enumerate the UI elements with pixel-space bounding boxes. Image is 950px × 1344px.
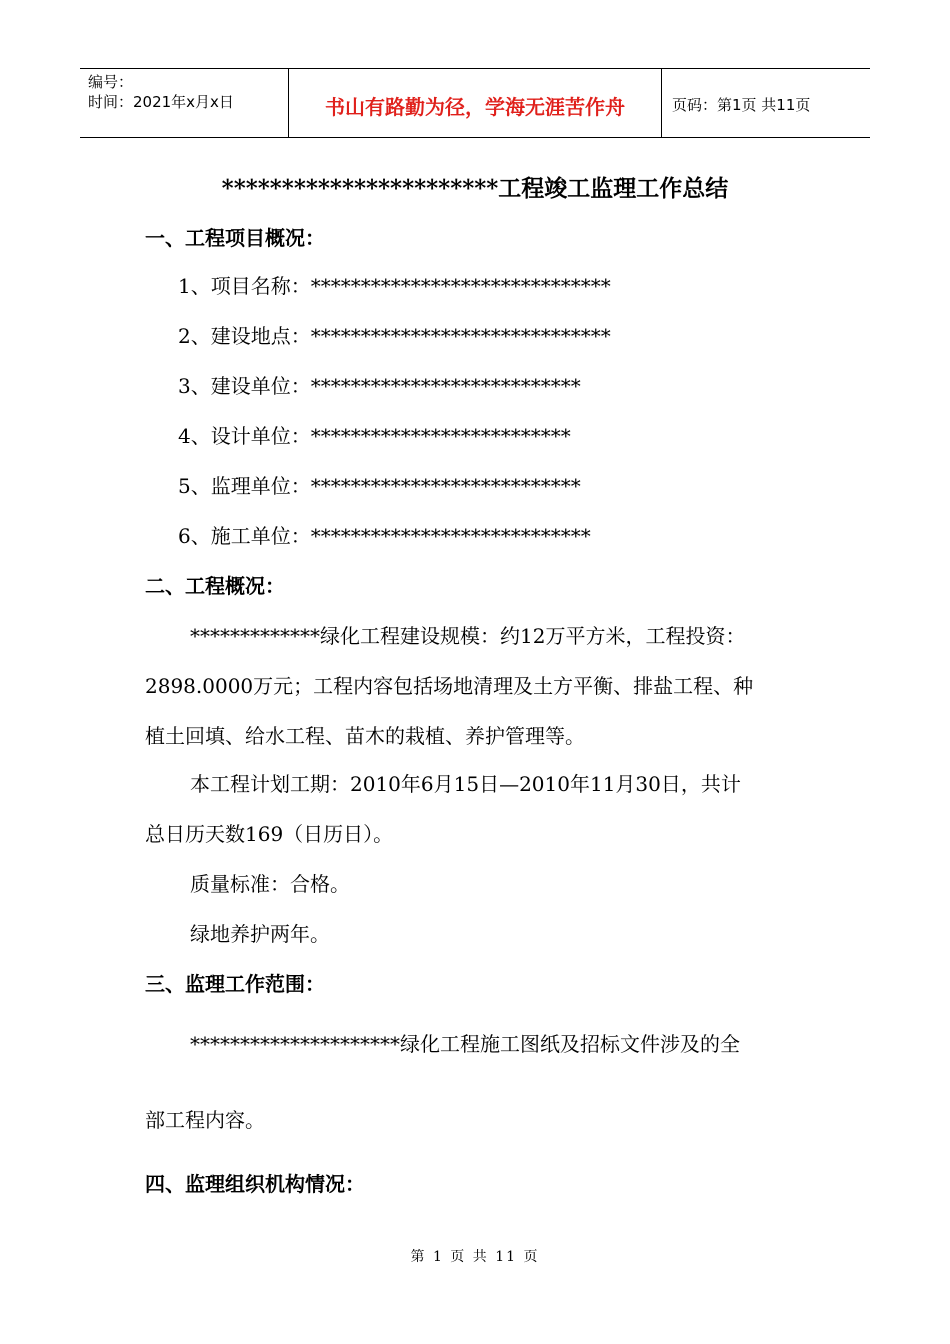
paragraph-line: 部工程内容。 bbox=[145, 1108, 265, 1132]
number-label: 编号： bbox=[88, 73, 134, 91]
paragraph-line: *************绿化工程建设规模：约12万平方米，工程投资： bbox=[190, 624, 746, 648]
list-item: 1、项目名称：****************************** bbox=[178, 274, 611, 298]
paragraph-line: 植土回填、给水工程、苗木的栽植、养护管理等。 bbox=[145, 724, 585, 748]
time-label: 时间：2021年x月x日 bbox=[88, 93, 234, 111]
paragraph-line: 总日历天数169（日历日）。 bbox=[145, 822, 394, 846]
list-item: 2、建设地点：****************************** bbox=[178, 324, 611, 348]
header-meta bbox=[80, 69, 289, 137]
page-header bbox=[80, 68, 870, 138]
document-title: ***********************工程竣工监理工作总结 bbox=[221, 175, 729, 202]
paragraph-line: 本工程计划工期：2010年6月15日—2010年11月30日，共计 bbox=[190, 772, 741, 796]
paragraph-line: 2898.0000万元；工程内容包括场地清理及土方平衡、排盐工程、种 bbox=[145, 674, 754, 698]
header-page-info: 页码：第1页 共11页 bbox=[672, 95, 811, 114]
section-heading-3: 三、监理工作范围： bbox=[145, 972, 325, 996]
list-item: 4、设计单位：************************** bbox=[178, 424, 571, 448]
list-item: 3、建设单位：*************************** bbox=[178, 374, 581, 398]
paragraph-line: 质量标准：合格。 bbox=[190, 872, 350, 896]
paragraph-line: *********************绿化工程施工图纸及招标文件涉及的全 bbox=[190, 1032, 740, 1056]
list-item: 6、施工单位：**************************** bbox=[178, 524, 591, 548]
section-heading-2: 二、工程概况： bbox=[145, 574, 285, 598]
section-heading-4: 四、监理组织机构情况： bbox=[145, 1172, 365, 1196]
list-item: 5、监理单位：*************************** bbox=[178, 474, 581, 498]
section-heading-1: 一、工程项目概况： bbox=[145, 226, 325, 250]
page-footer: 第 1 页 共 11 页 bbox=[410, 1249, 540, 1265]
header-motto: 书山有路勤为径，学海无涯苦作舟 bbox=[289, 69, 662, 137]
paragraph-line: 绿地养护两年。 bbox=[190, 922, 330, 946]
